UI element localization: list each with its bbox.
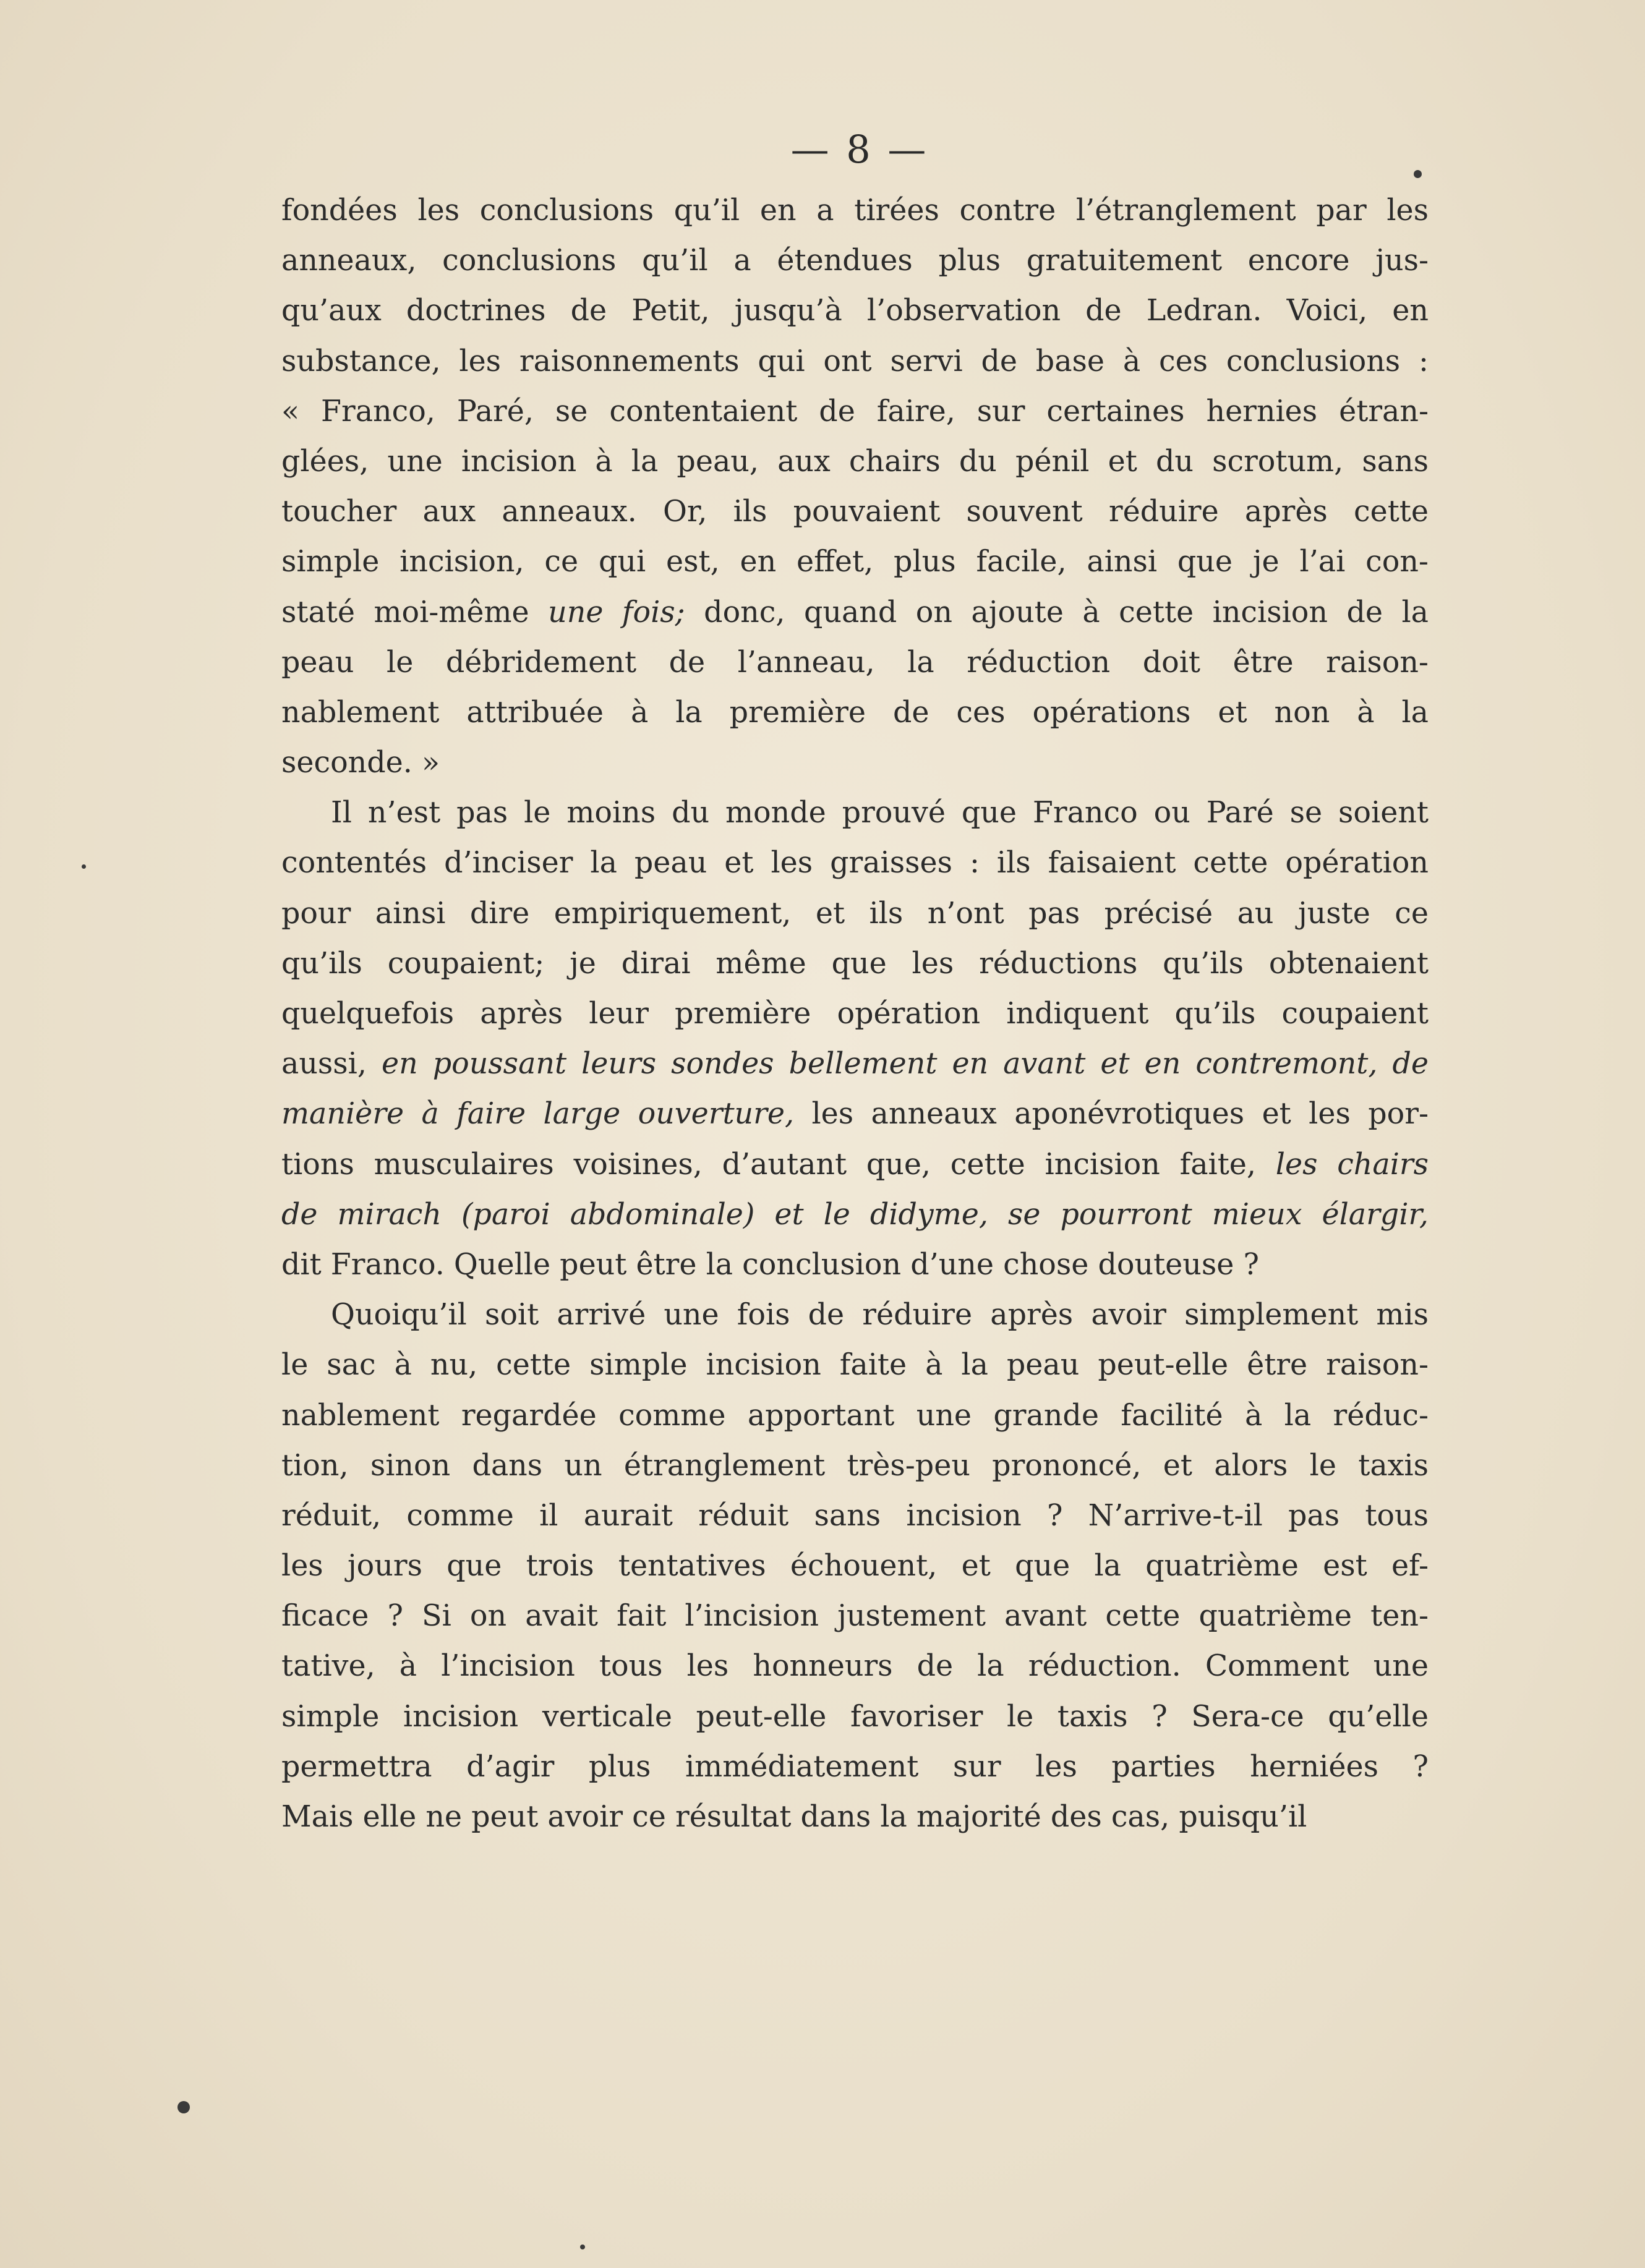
text-run: Il n’est pas le moins du monde prouvé que Franco ou Paré se soient: [331, 796, 1429, 830]
text-run: simple incision verticale peut-elle favoriser le taxis ? Sera-ce qu’elle: [281, 1699, 1429, 1734]
text-run: nablement attribuée à la première de ces opérations et non à la: [281, 695, 1429, 730]
text-line: [281, 788, 1429, 838]
text-line: [281, 1290, 1429, 1340]
text-run: quelquefois après leur première opération indiquent qu’ils coupaient: [281, 997, 1429, 1031]
text-line: [281, 537, 1429, 587]
text-run: permettra d’agir plus immédiatement sur les parties herniées ?: [281, 1749, 1429, 1784]
text-line: [281, 838, 1429, 888]
text-run: tion, sinon dans un étranglement très-peu prononcé, et alors le taxis: [281, 1448, 1429, 1483]
text-line: [281, 336, 1429, 386]
text-line: [281, 939, 1429, 989]
text-run: tions musculaires voisines, d’autant que, cette incision faite,: [281, 1147, 1276, 1182]
text-line: [281, 185, 1429, 236]
text-run: aussi,: [281, 1047, 382, 1081]
text-line: [281, 688, 1429, 738]
ink-speck: [1414, 170, 1422, 178]
text-line: [281, 889, 1429, 939]
text-run: tative, à l’incision tous les honneurs de la réduction. Comment une: [281, 1649, 1429, 1684]
text-run: nablement regardée comme apportant une grande facilité à la réduc-: [281, 1398, 1429, 1433]
text-line: [281, 1391, 1429, 1441]
text-line: [281, 1591, 1429, 1641]
text-run: qu’aux doctrines de Petit, jusqu’à l’observation de Ledran. Voici, en: [281, 294, 1429, 328]
italic-run: manière à faire large ouverture,: [281, 1097, 795, 1132]
paragraph: [281, 1290, 1429, 1842]
text-run: fondées les conclusions qu’il en a tirées contre l’étranglement par les: [281, 194, 1429, 228]
text-run: qu’ils coupaient; je dirai même que les réductions qu’ils obtenaient: [281, 946, 1429, 981]
text-run: dit Franco. Quelle peut être la conclusion d’une chose douteuse ?: [281, 1247, 1259, 1282]
text-line: [281, 1240, 1429, 1290]
text-line: [281, 1140, 1429, 1190]
text-line: [281, 989, 1429, 1039]
text-run: les anneaux aponévrotiques et les por-: [794, 1097, 1429, 1132]
text-run: ficace ? Si on avait fait l’incision justement avant cette quatrième ten-: [281, 1599, 1429, 1634]
paragraph: [281, 185, 1429, 788]
text-run: « Franco, Paré, se contentaient de faire, sur certaines hernies étran-: [281, 394, 1429, 428]
text-run: substance, les raisonnements qui ont servi de base à ces conclusions :: [281, 344, 1429, 378]
text-line: [281, 437, 1429, 487]
text-line: [281, 1792, 1429, 1842]
text-line: [281, 286, 1429, 336]
italic-run: une fois;: [548, 595, 685, 629]
paragraph: [281, 788, 1429, 1290]
text-line: [281, 1641, 1429, 1691]
italic-run: de mirach (paroi abdominale) et le didyme, se pourront mieux élargir,: [281, 1197, 1429, 1232]
text-run: Quoiqu’il soit arrivé une fois de réduire après avoir simplement mis: [331, 1298, 1429, 1332]
text-line: [281, 1190, 1429, 1240]
text-run: pour ainsi dire empiriquement, et ils n’ont pas précisé au juste ce: [281, 896, 1429, 931]
text-run: réduit, comme il aurait réduit sans incision ? N’arrive-t-il pas tous: [281, 1498, 1429, 1533]
text-line: [281, 1491, 1429, 1541]
text-line: [281, 386, 1429, 437]
ink-speck: [82, 864, 86, 869]
text-line: [281, 1039, 1429, 1089]
text-line: [281, 637, 1429, 688]
text-line: [281, 738, 1429, 788]
text-run: glées, une incision à la peau, aux chairs du pénil et du scrotum, sans: [281, 444, 1429, 479]
text-run: anneaux, conclusions qu’il a étendues plus gratuitement encore jus-: [281, 244, 1429, 278]
text-line: [281, 1340, 1429, 1390]
text-line: [281, 587, 1429, 637]
text-run: toucher aux anneaux. Or, ils pouvaient souvent réduire après cette: [281, 495, 1429, 529]
italic-run: les chairs: [1275, 1147, 1429, 1182]
text-line: [281, 1742, 1429, 1792]
text-run: donc, quand on ajoute à cette incision de la: [685, 595, 1429, 629]
text-run: Mais elle ne peut avoir ce résultat dans la majorité des cas, puisqu’il: [281, 1800, 1307, 1834]
text-line: [281, 1541, 1429, 1591]
text-line: [281, 487, 1429, 537]
text-run: contentés d’inciser la peau et les graisses : ils faisaient cette opération: [281, 846, 1429, 880]
text-line: [281, 1692, 1429, 1742]
text-run: staté moi-même: [281, 595, 549, 629]
text-line: [281, 236, 1429, 286]
text-run: simple incision, ce qui est, en effet, plus facile, ainsi que je l’ai con-: [281, 545, 1429, 579]
body-text: [281, 185, 1429, 1842]
ink-speck: [177, 2101, 190, 2113]
text-run: le sac à nu, cette simple incision faite à la peau peut-elle être raison-: [281, 1348, 1429, 1383]
page-number: — 8 —: [790, 127, 929, 172]
ink-speck: [580, 2245, 585, 2249]
text-run: peau le débridement de l’anneau, la réduction doit être raison-: [281, 645, 1429, 680]
text-run: seconde. »: [281, 746, 440, 780]
italic-run: en poussant leurs sondes bellement en avant et en contremont, de: [381, 1047, 1429, 1081]
text-run: les jours que trois tentatives échouent, et que la quatrième est ef-: [281, 1549, 1429, 1584]
text-line: [281, 1089, 1429, 1139]
text-line: [281, 1441, 1429, 1491]
